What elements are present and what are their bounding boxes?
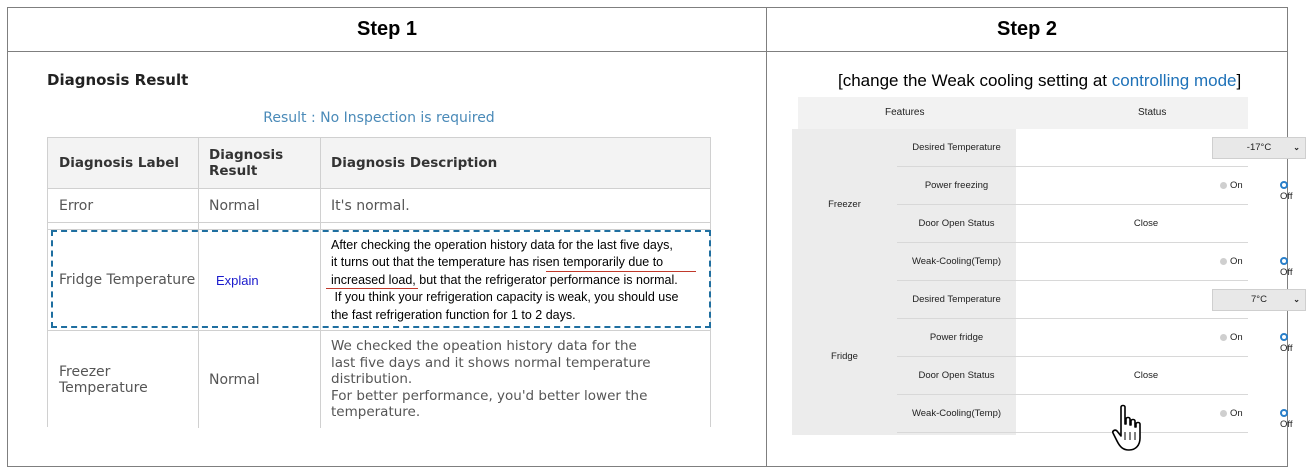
status-cell [1016,167,1293,204]
radio-label: Off [1280,419,1293,430]
result-summary: Result : No Inspection is required [263,110,495,126]
radio-label: On [1230,180,1243,191]
radio-label: Off [1280,191,1293,202]
row-freezer-label: Freezer Temperature [59,363,148,396]
diagnosis-title: Diagnosis Result [47,71,189,89]
row-freezer-description [320,338,712,420]
underline-mark [326,288,418,289]
settings-table [792,97,1300,435]
radio-label: Off [1280,267,1293,278]
desc-line: it turns out that the temperature has risen temporarily due to [331,255,664,270]
door-status: Close [1133,370,1159,381]
controlling-mode-link[interactable]: controlling mode [1111,71,1237,90]
radio-unselected-icon [1220,334,1227,341]
status-cell [1016,205,1248,242]
radio-label: On [1230,408,1243,419]
row-error-description: It's normal. [331,197,410,214]
feature-label: Power fridge [929,332,984,343]
step1-title: Step 1 [356,18,418,40]
settings-header [798,97,1248,129]
door-status: Close [1133,218,1159,229]
radio-on[interactable] [1220,256,1243,267]
feature-label: Weak-Cooling(Temp) [911,256,1002,267]
radio-on[interactable] [1220,408,1243,419]
fridge-temp-select[interactable] [1212,289,1306,311]
status-cell [1016,281,1300,318]
explain-link[interactable]: Explain [216,272,259,288]
row-freezer-result: Normal [209,371,260,388]
row-error-label: Error [59,197,94,214]
desc-line: temperature. [331,404,421,420]
radio-label: Off [1280,343,1293,354]
feature-label: Door Open Status [918,218,995,229]
hand-pointer-icon [1110,404,1144,452]
radio-on[interactable] [1220,180,1243,191]
radio-off[interactable] [1280,256,1293,278]
chevron-down-icon: ⌄ [1293,143,1300,152]
row-error-result: Normal [209,197,260,214]
row-fridge-label: Fridge Temperature [59,272,196,288]
radio-unselected-icon [1220,182,1227,189]
feature-label: Desired Temperature [912,142,1001,153]
step-divider [766,8,767,466]
radio-label: On [1230,256,1243,267]
desc-line: distribution. [331,371,413,387]
desc-line: the fast refrigeration function for 1 to 2 days. [331,307,576,322]
desc-line: For better performance, you'd better lower the [331,387,648,404]
fridge-desired-temp-row [897,281,1300,319]
radio-label: On [1230,332,1243,343]
status-cell [1016,357,1248,394]
underline-mark [546,271,696,272]
freezer-desired-temp-row [897,129,1300,167]
feature-label: Power freezing [924,180,989,191]
step2-title: Step 2 [996,18,1058,40]
status-cell [1016,319,1293,356]
header-diagnosis-result: Diagnosis Result [209,147,284,179]
feature-label: Weak-Cooling(Temp) [911,408,1002,419]
radio-selected-icon [1280,333,1288,341]
feature-label: Desired Temperature [912,294,1001,305]
radio-selected-icon [1280,257,1288,265]
radio-unselected-icon [1220,258,1227,265]
freezer-group-label: Freezer [828,199,861,210]
freezer-power-row [897,167,1293,205]
radio-selected-icon [1280,409,1288,417]
desc-line: last five days and it shows normal temperature [331,354,651,371]
select-value: 7°C [1251,294,1267,305]
select-value: -17°C [1246,142,1272,153]
header-diagnosis-label: Diagnosis Label [59,155,180,171]
header-diagnosis-description: Diagnosis Description [331,155,498,171]
freezer-temp-select[interactable] [1212,137,1306,159]
radio-off[interactable] [1280,408,1293,430]
highlight-box [51,230,711,328]
freezer-weak-cooling-row [897,243,1293,281]
fridge-door-row [897,357,1248,395]
status-cell [1016,243,1293,280]
fridge-power-row [897,319,1293,357]
desc-line: increased load, but that the refrigerator performance is normal. [331,272,678,287]
radio-off[interactable] [1280,180,1293,202]
freezer-door-row [897,205,1248,243]
instruction-text [838,71,1241,91]
radio-unselected-icon [1220,410,1227,417]
features-header: Features [885,107,925,118]
feature-label: Door Open Status [918,370,995,381]
radio-on[interactable] [1220,332,1243,343]
desc-line: After checking the operation history data for the last five days, [331,238,673,252]
status-header: Status [1138,107,1167,118]
desc-line: If you think your refrigeration capacity is weak, you should use [331,290,679,305]
row-divider [48,222,710,223]
radio-off[interactable] [1280,332,1293,354]
instruction-prefix: [change the Weak cooling setting at [838,71,1112,90]
fridge-weak-cooling-row [897,395,1293,433]
chevron-down-icon: ⌄ [1293,295,1300,304]
instruction-suffix: ] [1236,71,1242,90]
desc-line: We checked the opeation history data for the [331,338,637,354]
radio-selected-icon [1280,181,1288,189]
fridge-group-label: Fridge [831,351,858,362]
status-cell [1016,129,1300,166]
